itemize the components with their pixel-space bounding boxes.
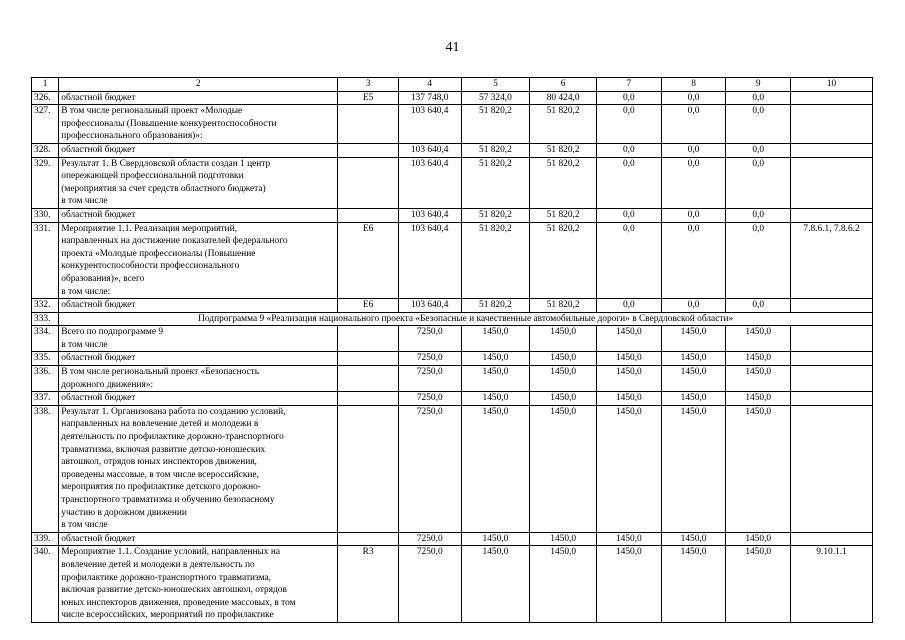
header-cell: 9	[726, 78, 791, 92]
row-description	[59, 405, 338, 532]
description-line: (мероприятия за счет средств областного бюджета)	[61, 183, 266, 194]
value-cell-v5: 57 324,0	[461, 91, 530, 105]
value-cell-v9: 0,0	[726, 299, 791, 313]
value-cell-v9: 0,0	[726, 208, 791, 222]
description-line: в том числе	[61, 339, 108, 350]
row-description	[59, 157, 338, 208]
description-line: профессионального образования)»:	[61, 131, 203, 142]
description-line: Результат 1. Организована работа по созданию условий,	[61, 406, 286, 417]
value-cell-v9: 0,0	[726, 105, 791, 144]
value-cell-v10: 9.10.1.1	[791, 546, 873, 623]
description-line: профилактике дорожно-транспортного травматизма,	[61, 572, 271, 583]
value-cell-v7: 1450,0	[597, 352, 662, 366]
value-cell-v9: 1450,0	[726, 392, 791, 406]
description-line: транспортного травматизма и обучению безопасному	[61, 495, 275, 505]
row-number: 338.	[32, 405, 59, 532]
description-line: проекта «Молодые профессионалы (Повышение	[61, 248, 256, 259]
code-cell	[338, 105, 399, 144]
description-line: областной бюджет	[61, 533, 136, 544]
value-cell-v5: 51 820,2	[461, 105, 530, 144]
table-row	[32, 532, 873, 546]
value-cell-v6: 1450,0	[530, 326, 597, 352]
value-cell-v4: 7250,0	[398, 366, 461, 392]
value-cell-v5: 51 820,2	[461, 222, 530, 299]
header-row	[32, 78, 873, 92]
value-cell-v5: 51 820,2	[461, 299, 530, 313]
description-line: профессионалы (Повышение конкурентоспособности	[61, 118, 277, 129]
description-line: травматизма, включая развитие детско-юношеских	[61, 444, 266, 455]
value-cell-v4: 137 748,0	[398, 91, 461, 105]
value-cell-v5: 1450,0	[461, 326, 530, 352]
value-cell-v7: 1450,0	[597, 405, 662, 532]
table-row	[32, 352, 873, 366]
value-cell-v4: 103 640,4	[398, 143, 461, 157]
header-cell: 3	[338, 78, 399, 92]
value-cell-v7: 1450,0	[597, 392, 662, 406]
value-cell-v4: 103 640,4	[398, 208, 461, 222]
value-cell-v10	[791, 326, 873, 352]
value-cell-v9: 1450,0	[726, 326, 791, 352]
value-cell-v9: 1450,0	[726, 405, 791, 532]
row-description	[59, 352, 338, 366]
header-cell: 10	[791, 78, 873, 92]
code-cell	[338, 208, 399, 222]
value-cell-v10	[791, 392, 873, 406]
description-line: областной бюджет	[61, 92, 136, 103]
code-cell	[338, 392, 399, 406]
row-description	[59, 546, 338, 623]
row-number: 330.	[32, 208, 59, 222]
value-cell-v9: 0,0	[726, 143, 791, 157]
value-cell-v10	[791, 366, 873, 392]
code-cell	[338, 405, 399, 532]
value-cell-v7: 0,0	[597, 222, 662, 299]
value-cell-v5: 1450,0	[461, 405, 530, 532]
description-line: образования)», всего	[61, 273, 145, 284]
row-number: 340.	[32, 546, 59, 623]
value-cell-v10	[791, 299, 873, 313]
description-line: областной бюджет	[61, 144, 136, 155]
table-row	[32, 208, 873, 222]
value-cell-v4: 103 640,4	[398, 105, 461, 144]
value-cell-v6: 51 820,2	[530, 222, 597, 299]
value-cell-v8: 1450,0	[661, 546, 726, 623]
table-row	[32, 392, 873, 406]
value-cell-v8: 0,0	[661, 299, 726, 313]
table-row	[32, 366, 873, 392]
subprogram-title: Подпрограмма 9 «Реализация национального проекта «Безопасные и качественные автомобильные дороги» в Свердловской области»	[59, 312, 873, 326]
row-number: 327.	[32, 105, 59, 144]
description-line: вовлечение детей и молодежи в деятельность по	[61, 559, 255, 570]
value-cell-v8: 1450,0	[661, 326, 726, 352]
value-cell-v4: 7250,0	[398, 352, 461, 366]
row-description	[59, 143, 338, 157]
description-line: числе всероссийских, мероприятий по профилактике	[61, 610, 274, 621]
value-cell-v6: 1450,0	[530, 405, 597, 532]
value-cell-v10	[791, 208, 873, 222]
table-row	[32, 405, 873, 532]
value-cell-v8: 1450,0	[661, 352, 726, 366]
description-line: Мероприятие 1.1. Создание условий, направленных на	[61, 547, 280, 558]
value-cell-v5: 1450,0	[461, 366, 530, 392]
value-cell-v7: 1450,0	[597, 326, 662, 352]
description-line: конкурентоспособности профессионального	[61, 261, 240, 272]
value-cell-v9: 1450,0	[726, 352, 791, 366]
description-line: автошкол, отрядов юных инспекторов движения,	[61, 457, 257, 468]
row-number: 326.	[32, 91, 59, 105]
value-cell-v6: 51 820,2	[530, 105, 597, 144]
value-cell-v10	[791, 157, 873, 208]
description-line: в том числе:	[61, 286, 111, 297]
description-line: дорожного движения»:	[61, 379, 154, 390]
value-cell-v10	[791, 105, 873, 144]
description-line: проведены массовые, в том числе всероссийские,	[61, 469, 259, 480]
code-cell: E6	[338, 299, 399, 313]
value-cell-v8: 0,0	[661, 143, 726, 157]
row-description	[59, 326, 338, 352]
value-cell-v8: 0,0	[661, 222, 726, 299]
value-cell-v5: 1450,0	[461, 546, 530, 623]
value-cell-v10	[791, 532, 873, 546]
value-cell-v6: 1450,0	[530, 392, 597, 406]
header-cell: 1	[32, 78, 59, 92]
description-line: опережающей профессиональной подготовки	[61, 171, 244, 182]
description-line: направленных на вовлечение детей и молодежи в	[61, 419, 259, 430]
value-cell-v5: 1450,0	[461, 352, 530, 366]
row-number: 332.	[32, 299, 59, 313]
value-cell-v8: 0,0	[661, 208, 726, 222]
description-line: Результат 1. В Свердловской области создан 1 центр	[61, 158, 271, 169]
value-cell-v9: 1450,0	[726, 532, 791, 546]
code-cell	[338, 532, 399, 546]
value-cell-v5: 51 820,2	[461, 208, 530, 222]
value-cell-v8: 0,0	[661, 91, 726, 105]
header-cell: 5	[461, 78, 530, 92]
code-cell: E5	[338, 91, 399, 105]
value-cell-v10	[791, 405, 873, 532]
row-description	[59, 392, 338, 406]
table-row	[32, 326, 873, 352]
description-line: включая развитие детско-юношеских автошкол, отрядов	[61, 585, 287, 596]
value-cell-v6: 1450,0	[530, 352, 597, 366]
code-cell: E6	[338, 222, 399, 299]
description-line: областной бюджет	[61, 353, 136, 364]
code-cell	[338, 157, 399, 208]
description-line: в том числе	[61, 196, 108, 207]
table-row	[32, 299, 873, 313]
value-cell-v8: 1450,0	[661, 532, 726, 546]
description-line: областной бюджет	[61, 209, 136, 220]
description-line: юных инспекторов движения, проведение массовых, в том	[61, 597, 296, 608]
row-number: 331.	[32, 222, 59, 299]
value-cell-v5: 51 820,2	[461, 143, 530, 157]
value-cell-v7: 0,0	[597, 208, 662, 222]
description-line: В том числе региональный проект «Безопасность	[61, 367, 260, 378]
value-cell-v6: 51 820,2	[530, 299, 597, 313]
value-cell-v4: 7250,0	[398, 532, 461, 546]
header-cell: 6	[530, 78, 597, 92]
code-cell	[338, 143, 399, 157]
row-description	[59, 366, 338, 392]
value-cell-v4: 7250,0	[398, 546, 461, 623]
description-line: мероприятия по профилактике детского дорожно-	[61, 482, 261, 493]
row-number: 334.	[32, 326, 59, 352]
row-number: 339.	[32, 532, 59, 546]
description-line: направленных на достижение показателей федерального	[61, 236, 288, 247]
value-cell-v9: 0,0	[726, 91, 791, 105]
value-cell-v6: 1450,0	[530, 546, 597, 623]
value-cell-v4: 7250,0	[398, 405, 461, 532]
value-cell-v10	[791, 143, 873, 157]
row-description	[59, 532, 338, 546]
value-cell-v9: 0,0	[726, 222, 791, 299]
header-cell: 7	[597, 78, 662, 92]
value-cell-v4: 7250,0	[398, 392, 461, 406]
value-cell-v5: 1450,0	[461, 532, 530, 546]
description-line: областной бюджет	[61, 300, 136, 311]
table-row	[32, 105, 873, 144]
value-cell-v10	[791, 91, 873, 105]
value-cell-v10	[791, 352, 873, 366]
value-cell-v9: 1450,0	[726, 546, 791, 623]
table-row	[32, 143, 873, 157]
value-cell-v9: 0,0	[726, 157, 791, 208]
value-cell-v7: 0,0	[597, 157, 662, 208]
code-cell: R3	[338, 546, 399, 623]
description-line: Всего по подпрограмме 9	[61, 327, 164, 338]
value-cell-v5: 51 820,2	[461, 157, 530, 208]
value-cell-v4: 103 640,4	[398, 157, 461, 208]
description-line: областной бюджет	[61, 393, 136, 404]
budget-table	[31, 77, 873, 623]
value-cell-v4: 103 640,4	[398, 222, 461, 299]
row-description	[59, 222, 338, 299]
value-cell-v9: 1450,0	[726, 366, 791, 392]
value-cell-v8: 1450,0	[661, 405, 726, 532]
row-number: 336.	[32, 366, 59, 392]
code-cell	[338, 326, 399, 352]
page-number: 41	[445, 40, 460, 55]
header-cell: 2	[59, 78, 338, 92]
value-cell-v6: 1450,0	[530, 366, 597, 392]
value-cell-v8: 0,0	[661, 157, 726, 208]
value-cell-v6: 51 820,2	[530, 208, 597, 222]
value-cell-v4: 7250,0	[398, 326, 461, 352]
value-cell-v6: 1450,0	[530, 532, 597, 546]
value-cell-v6: 51 820,2	[530, 157, 597, 208]
value-cell-v6: 51 820,2	[530, 143, 597, 157]
value-cell-v4: 103 640,4	[398, 299, 461, 313]
value-cell-v7: 0,0	[597, 143, 662, 157]
row-number: 333.	[32, 312, 59, 326]
value-cell-v7: 0,0	[597, 299, 662, 313]
value-cell-v6: 80 424,0	[530, 91, 597, 105]
header-cell: 8	[661, 78, 726, 92]
value-cell-v8: 1450,0	[661, 392, 726, 406]
value-cell-v7: 0,0	[597, 91, 662, 105]
value-cell-v8: 0,0	[661, 105, 726, 144]
description-line: В том числе региональный проект «Молодые	[61, 106, 243, 117]
value-cell-v5: 1450,0	[461, 392, 530, 406]
value-cell-v7: 0,0	[597, 105, 662, 144]
value-cell-v8: 1450,0	[661, 366, 726, 392]
value-cell-v7: 1450,0	[597, 532, 662, 546]
description-line: деятельность по профилактике дорожно-транспортного	[61, 432, 284, 443]
row-number: 337.	[32, 392, 59, 406]
row-description	[59, 105, 338, 144]
table-row	[32, 222, 873, 299]
table-row	[32, 312, 873, 326]
description-line: в том числе	[61, 520, 108, 531]
table-row	[32, 91, 873, 105]
row-number: 328.	[32, 143, 59, 157]
table-row	[32, 546, 873, 623]
table-row	[32, 157, 873, 208]
row-description	[59, 208, 338, 222]
row-description	[59, 91, 338, 105]
row-number: 335.	[32, 352, 59, 366]
description-line: Мероприятие 1.1. Реализация мероприятий,	[61, 223, 237, 234]
header-cell: 4	[398, 78, 461, 92]
code-cell	[338, 366, 399, 392]
description-line: участию в дорожном движении	[61, 507, 187, 518]
value-cell-v10: 7.8.6.1, 7.8.6.2	[791, 222, 873, 299]
value-cell-v7: 1450,0	[597, 546, 662, 623]
row-description	[59, 299, 338, 313]
value-cell-v7: 1450,0	[597, 366, 662, 392]
row-number: 329.	[32, 157, 59, 208]
code-cell	[338, 352, 399, 366]
